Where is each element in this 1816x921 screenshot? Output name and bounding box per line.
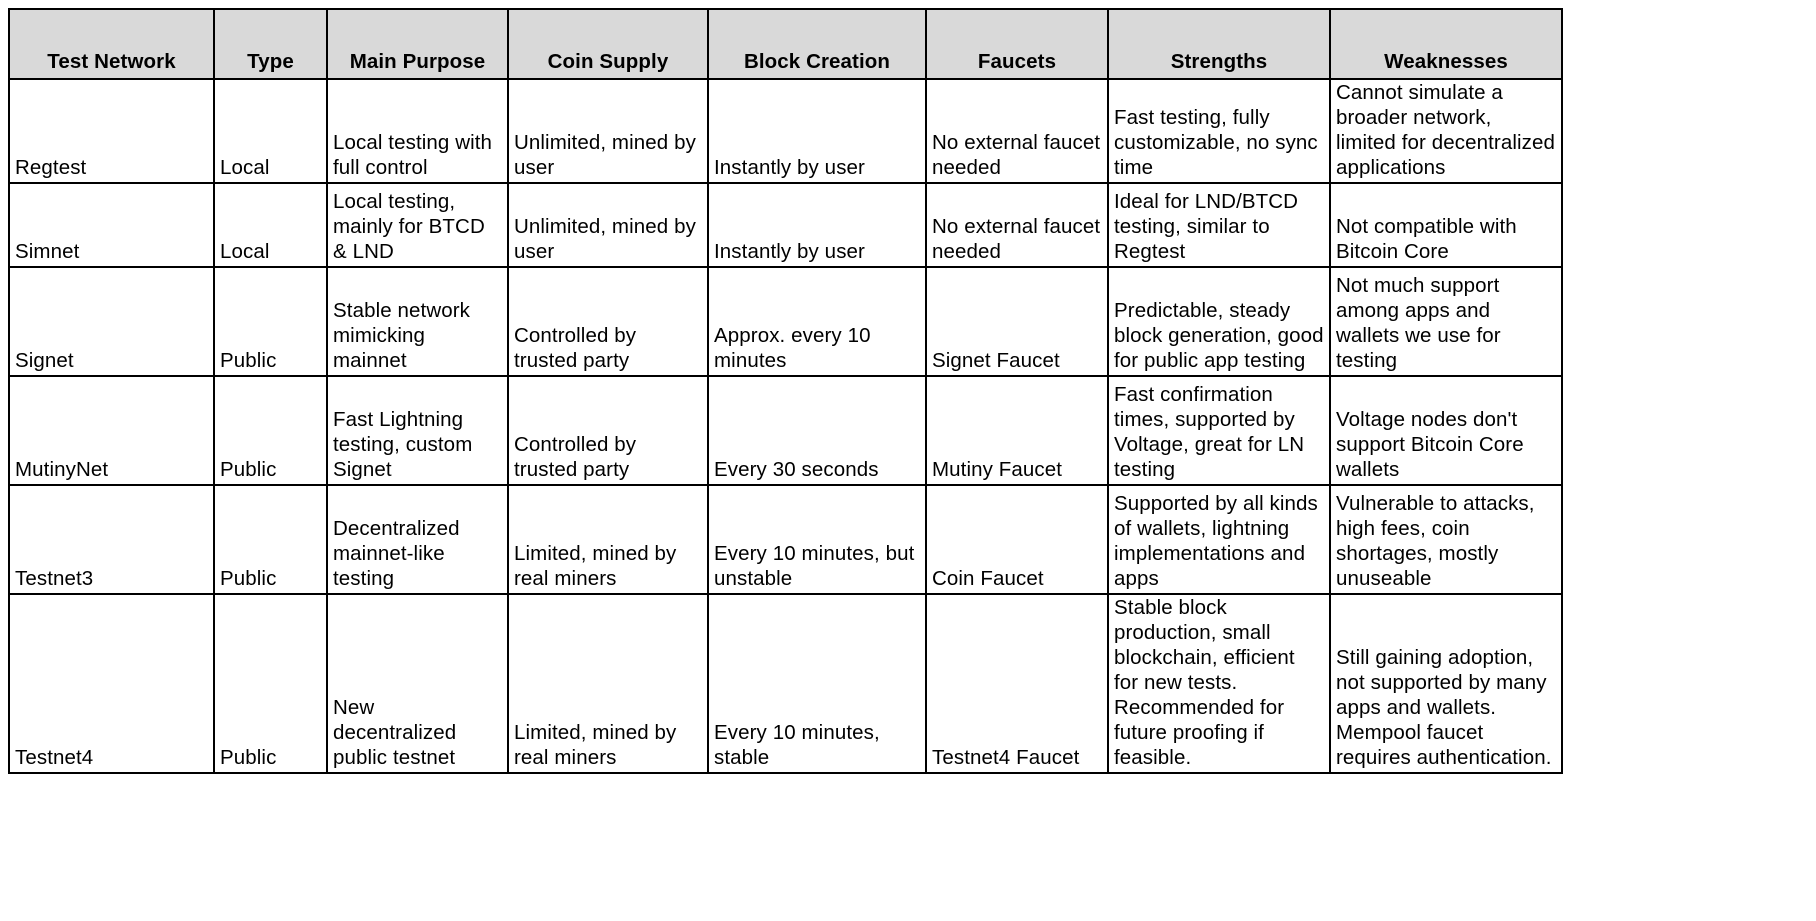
cell-faucets: No external faucet needed — [926, 79, 1108, 183]
header-block-creation: Block Creation — [708, 9, 926, 79]
cell-strengths: Fast testing, fully customizable, no sync time — [1108, 79, 1330, 183]
cell-block-creation: Instantly by user — [708, 79, 926, 183]
cell-coin-supply: Unlimited, mined by user — [508, 183, 708, 267]
table-row-simnet — [9, 183, 1562, 267]
header-main-purpose: Main Purpose — [327, 9, 508, 79]
cell-type: Public — [214, 376, 327, 485]
cell-block-creation: Every 10 minutes, but unstable — [708, 485, 926, 594]
header-row — [9, 9, 1562, 79]
cell-main-purpose: Decentralized mainnet-like testing — [327, 485, 508, 594]
table-row-testnet3 — [9, 485, 1562, 594]
cell-strengths: Predictable, steady block generation, good for public app testing — [1108, 267, 1330, 376]
cell-type: Public — [214, 267, 327, 376]
cell-type: Local — [214, 183, 327, 267]
cell-coin-supply: Controlled by trusted party — [508, 267, 708, 376]
comparison-table-container — [8, 8, 1563, 774]
cell-weaknesses: Still gaining adoption, not supported by many apps and wallets. Mempool faucet requires authentication. — [1330, 594, 1562, 773]
header-strengths: Strengths — [1108, 9, 1330, 79]
cell-weaknesses: Cannot simulate a broader network, limited for decentralized applications — [1330, 79, 1562, 183]
header-type: Type — [214, 9, 327, 79]
cell-main-purpose: Fast Lightning testing, custom Signet — [327, 376, 508, 485]
cell-block-creation: Instantly by user — [708, 183, 926, 267]
cell-test-network: Simnet — [9, 183, 214, 267]
header-weaknesses: Weaknesses — [1330, 9, 1562, 79]
cell-strengths: Supported by all kinds of wallets, lightning implementations and apps — [1108, 485, 1330, 594]
header-coin-supply: Coin Supply — [508, 9, 708, 79]
test-network-comparison-table — [8, 8, 1563, 774]
cell-test-network: Regtest — [9, 79, 214, 183]
cell-weaknesses: Voltage nodes don't support Bitcoin Core wallets — [1330, 376, 1562, 485]
table-row-signet — [9, 267, 1562, 376]
cell-faucets: Coin Faucet — [926, 485, 1108, 594]
cell-test-network: Testnet4 — [9, 594, 214, 773]
cell-strengths: Fast confirmation times, supported by Voltage, great for LN testing — [1108, 376, 1330, 485]
header-faucets: Faucets — [926, 9, 1108, 79]
cell-type: Local — [214, 79, 327, 183]
cell-faucets: Mutiny Faucet — [926, 376, 1108, 485]
cell-block-creation: Every 10 minutes, stable — [708, 594, 926, 773]
cell-test-network: Signet — [9, 267, 214, 376]
cell-coin-supply: Controlled by trusted party — [508, 376, 708, 485]
table-row-regtest — [9, 79, 1562, 183]
cell-coin-supply: Limited, mined by real miners — [508, 485, 708, 594]
cell-block-creation: Every 30 seconds — [708, 376, 926, 485]
cell-weaknesses: Not much support among apps and wallets we use for testing — [1330, 267, 1562, 376]
table-row-testnet4 — [9, 594, 1562, 773]
cell-test-network: Testnet3 — [9, 485, 214, 594]
cell-weaknesses: Not compatible with Bitcoin Core — [1330, 183, 1562, 267]
header-test-network: Test Network — [9, 9, 214, 79]
cell-type: Public — [214, 594, 327, 773]
cell-main-purpose: Local testing with full control — [327, 79, 508, 183]
cell-main-purpose: New decentralized public testnet — [327, 594, 508, 773]
cell-strengths: Ideal for LND/BTCD testing, similar to Regtest — [1108, 183, 1330, 267]
cell-coin-supply: Limited, mined by real miners — [508, 594, 708, 773]
cell-type: Public — [214, 485, 327, 594]
cell-faucets: Testnet4 Faucet — [926, 594, 1108, 773]
cell-main-purpose: Stable network mimicking mainnet — [327, 267, 508, 376]
table-row-mutinynet — [9, 376, 1562, 485]
cell-faucets: No external faucet needed — [926, 183, 1108, 267]
cell-test-network: MutinyNet — [9, 376, 214, 485]
cell-block-creation: Approx. every 10 minutes — [708, 267, 926, 376]
cell-main-purpose: Local testing, mainly for BTCD & LND — [327, 183, 508, 267]
cell-faucets: Signet Faucet — [926, 267, 1108, 376]
cell-weaknesses: Vulnerable to attacks, high fees, coin shortages, mostly unuseable — [1330, 485, 1562, 594]
cell-coin-supply: Unlimited, mined by user — [508, 79, 708, 183]
cell-strengths: Stable block production, small blockchain, efficient for new tests. Recommended for future proofing if feasible. — [1108, 594, 1330, 773]
